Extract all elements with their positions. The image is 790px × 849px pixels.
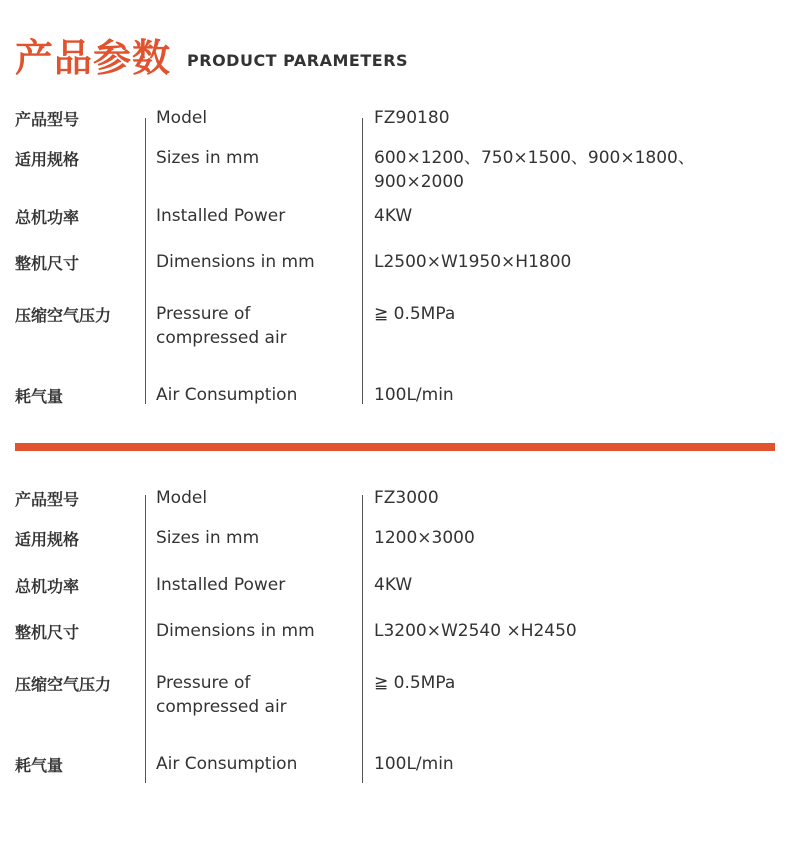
spec-value: 100L/min [374,385,454,405]
column-divider-left [145,495,146,783]
spec-label-en: Sizes in mm [156,148,260,168]
spec-label-en: Air Consumption [156,754,298,774]
spec-label-en: Installed Power [156,575,286,595]
column-divider-left [145,118,146,404]
spec-label-cn: 整机尺寸 [15,254,80,273]
spec-value: L3200×W2540 ×H2450 [374,621,577,641]
spec-label-cn: 耗气量 [15,387,64,406]
section-divider [15,443,775,451]
spec-label-cn: 压缩空气压力 [15,675,112,694]
spec-label-en: Installed Power [156,206,286,226]
page-title-cn: 产品参数 [15,36,172,80]
spec-label-en: Pressure of compressed air [156,673,287,717]
column-divider-right [362,118,363,404]
spec-label-cn: 总机功率 [15,577,80,596]
spec-label-cn: 适用规格 [15,150,80,169]
spec-value: L2500×W1950×H1800 [374,252,572,272]
spec-label-en: Pressure of compressed air [156,304,287,348]
spec-label-cn: 整机尺寸 [15,623,80,642]
spec-label-en: Model [156,108,208,128]
spec-label-en: Air Consumption [156,385,298,405]
spec-value: 1200×3000 [374,528,475,548]
spec-value: ≧ 0.5MPa [374,673,456,693]
spec-label-en: Model [156,488,208,508]
spec-label-cn: 耗气量 [15,756,64,775]
column-divider-right [362,495,363,783]
spec-label-cn: 压缩空气压力 [15,306,112,325]
spec-label-en: Sizes in mm [156,528,260,548]
spec-value: FZ3000 [374,488,439,508]
spec-label-cn: 产品型号 [15,490,80,509]
spec-label-cn: 总机功率 [15,208,80,227]
page-title-en: PRODUCT PARAMETERS [187,51,409,70]
spec-value: 100L/min [374,754,454,774]
spec-value: 4KW [374,206,413,226]
spec-label-cn: 适用规格 [15,530,80,549]
spec-value: ≧ 0.5MPa [374,304,456,324]
spec-value: 4KW [374,575,413,595]
page-header [15,32,408,84]
spec-value: FZ90180 [374,108,450,128]
spec-label-en: Dimensions in mm [156,621,315,641]
spec-value: 600×1200、750×1500、900×1800、 900×2000 [374,148,695,192]
spec-label-en: Dimensions in mm [156,252,315,272]
spec-label-cn: 产品型号 [15,110,80,129]
